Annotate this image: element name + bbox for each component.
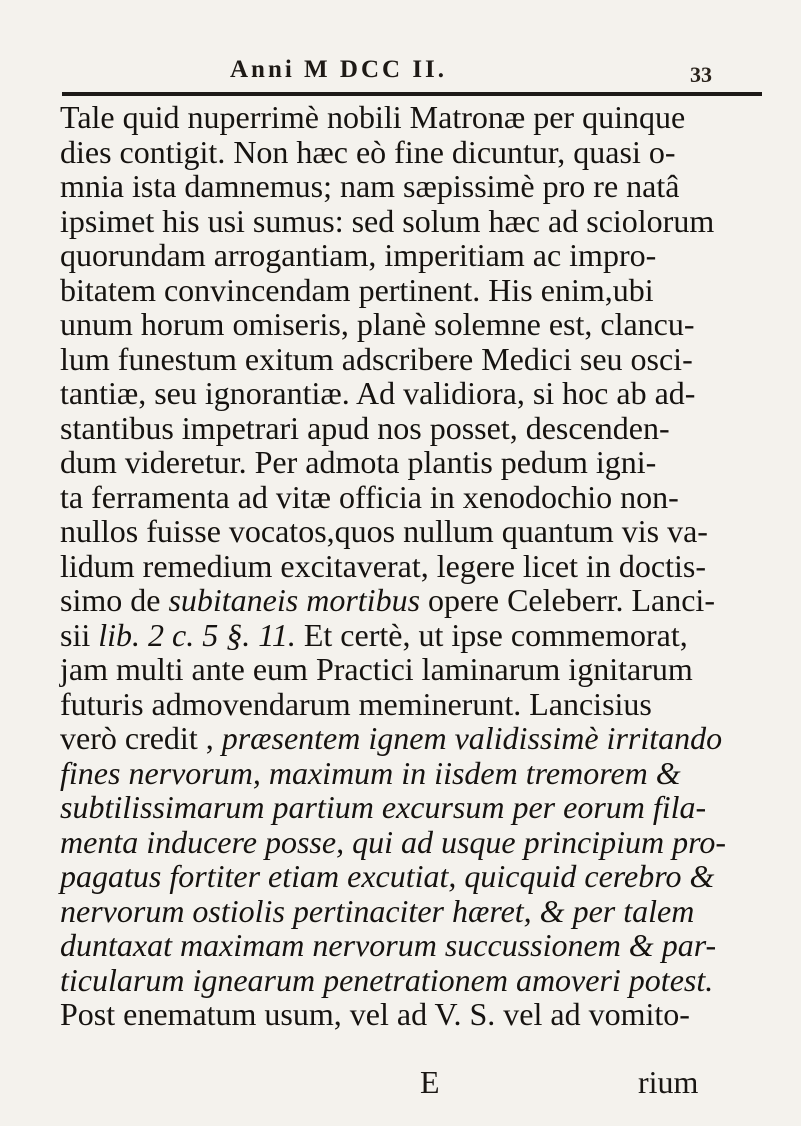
text-line: ta ferramenta ad vitæ officia in xenodochio non- bbox=[60, 478, 679, 515]
body-text bbox=[60, 100, 770, 1032]
quote-line: pagatus fortiter etiam excutiat, quicquid cerebro & bbox=[60, 858, 715, 894]
quote-line: duntaxat maximam nervorum succussionem & par- bbox=[60, 927, 717, 963]
quote-line: subtilissimarum partium excursum per eorum fila- bbox=[60, 789, 707, 825]
book-title-italic: subitaneis mortibus bbox=[168, 582, 421, 618]
text-line: stantibus impetrari apud nos posset, descenden- bbox=[60, 409, 670, 446]
page-footer bbox=[0, 1064, 801, 1104]
text-line: bitatem convincendam pertinent. His enim,ubi bbox=[60, 271, 654, 308]
header-rule bbox=[62, 92, 762, 96]
signature-mark: E bbox=[420, 1064, 440, 1100]
text-line-reference bbox=[60, 618, 770, 653]
text-run: sii bbox=[60, 616, 99, 653]
text-line: Post enematum usum, vel ad V. S. vel ad vomito- bbox=[60, 996, 690, 1032]
catchword: rium bbox=[638, 1064, 699, 1100]
quote-line: nervorum ostiolis pertinaciter hæret, & per talem bbox=[60, 892, 695, 929]
text-line: ipsimet his usi sumus: sed solum hæc ad sciolorum bbox=[60, 202, 715, 239]
text-line: tantiæ, seu ignorantiæ. Ad validiora, si hoc ab ad- bbox=[60, 375, 696, 411]
quote-italic: præsentem ignem validissimè irritando bbox=[221, 720, 723, 756]
text-line: futuris admovendarum meminerunt. Lancisius bbox=[60, 685, 652, 722]
text-run: opere Celeberr. Lanci- bbox=[420, 582, 715, 618]
page-number: 33 bbox=[690, 62, 712, 87]
text-line-quote-start bbox=[60, 721, 770, 756]
text-line-citation bbox=[60, 583, 770, 618]
text-run: Et certè, ut ipse commemorat, bbox=[295, 616, 688, 653]
quote-line: menta inducere posse, qui ad usque principium pro- bbox=[60, 823, 726, 860]
text-line: jam multi ante eum Practici laminarum ignitarum bbox=[60, 651, 693, 687]
running-title: Anni M DCC II. bbox=[230, 56, 448, 83]
text-line: lidum remedium excitaverat, legere licet in doctis- bbox=[60, 547, 706, 584]
text-line: quorundam arrogantiam, imperitiam ac impro- bbox=[60, 237, 657, 273]
quote-line: ticularum ignearum penetrationem amoveri potest. bbox=[60, 961, 714, 998]
text-line: dum videretur. Per admota plantis pedum igni- bbox=[60, 444, 657, 480]
reference-italic: lib. 2 c. 5 §. 11. bbox=[98, 616, 296, 653]
text-run: simo de bbox=[60, 582, 169, 618]
quote-line: fines nervorum, maximum in iisdem tremorem & bbox=[60, 754, 681, 791]
text-line: Tale quid nuperrimè nobili Matronæ per quinque bbox=[60, 99, 686, 135]
running-head bbox=[0, 52, 801, 92]
text-line: mnia ista damnemus; nam sæpissimè pro re natâ bbox=[60, 168, 680, 204]
text-line: nullos fuisse vocatos,quos nullum quantum vis va- bbox=[60, 513, 708, 549]
text-line: dies contigit. Non hæc eò fine dicuntur, quasi o- bbox=[60, 133, 676, 170]
text-line: lum funestum exitum adscribere Medici seu osci- bbox=[60, 340, 693, 377]
text-line: unum horum omiseris, planè solemne est, clancu- bbox=[60, 306, 695, 342]
text-run: verò credit , bbox=[60, 720, 222, 756]
